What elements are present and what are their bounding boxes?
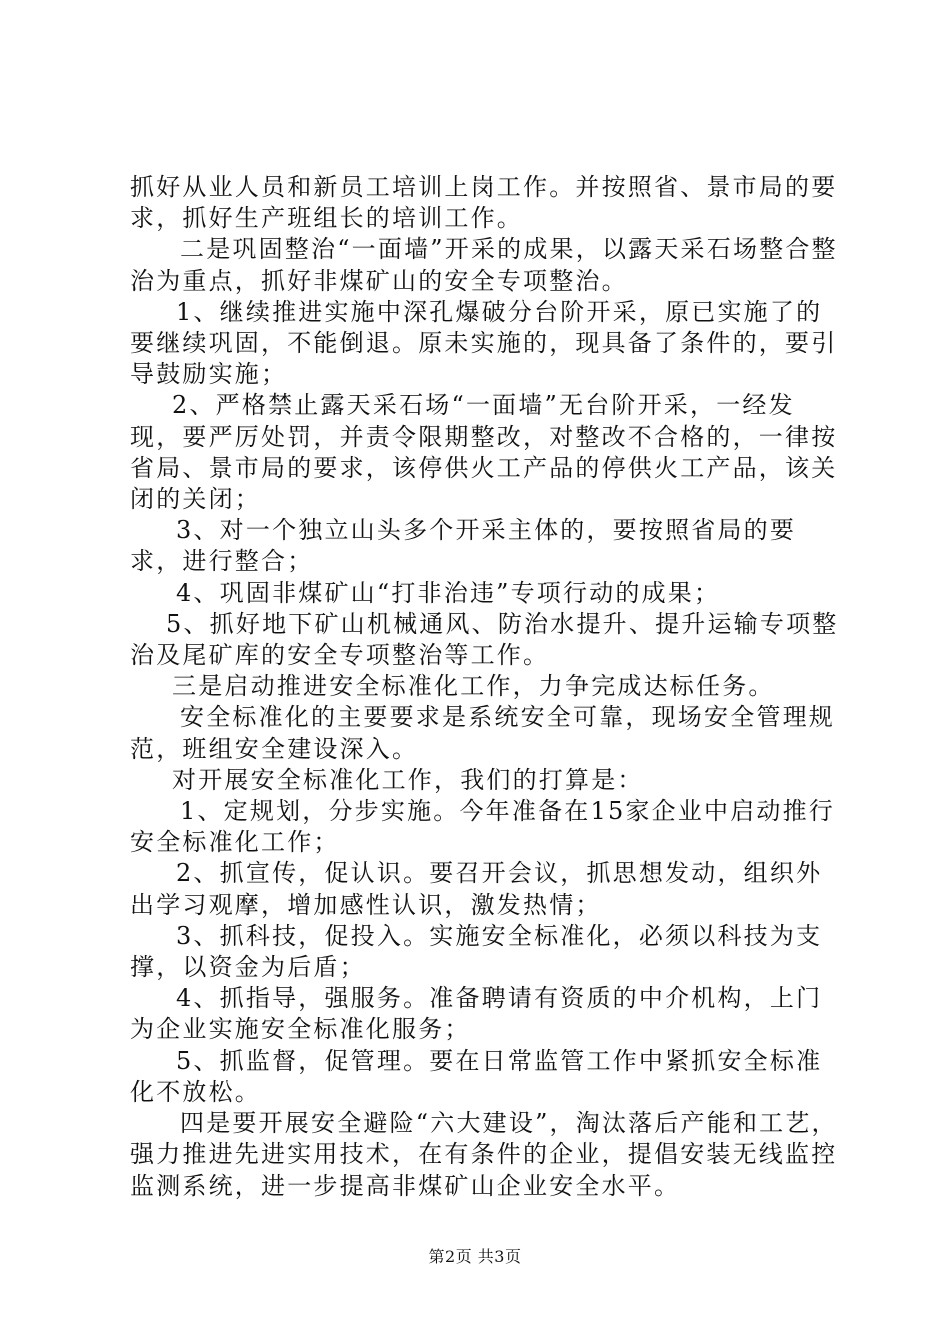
paragraph-point-four: 四是要开展安全避险“六大建设”，淘汰落后产能和工艺，强力推进先进实用技术，在有条件的企业，提倡安装无线监控监测系统，进一步提高非煤矿山企业安全水平。 <box>130 1109 838 1200</box>
paragraph-point-three-heading: 三是启动推进安全标准化工作，力争完成达标任务。 <box>172 672 775 701</box>
paragraph-item-5-ventilation: 5、抓好地下矿山机械通风、防治水提升、提升运输专项整治及尾矿库的安全专项整治等工作。 <box>130 609 839 670</box>
paragraph-item-1-blasting: 1、继续推进实施中深孔爆破分台阶开采，原已实施了的要继续巩固，不能倒退。原未实施的，现具备了条件的，要引导鼓励实施； <box>130 297 838 389</box>
paragraph-plan-intro: 对开展安全标准化工作，我们的打算是： <box>172 765 644 794</box>
paragraph-item-2-prohibit: 2、严格禁止露天采石场“一面墙”无台阶开采，一经发现，要严厉处罚，并责令限期整改，对整改不合格的，一律按省局、景市局的要求，该停供火工产品的停供火工产品，该关闭的关闭； <box>130 391 838 514</box>
paragraph-point-two-heading: 二是巩固整治“一面墙”开采的成果，以露天采石场整合整治为重点，抓好非煤矿山的安全专项整治。 <box>130 235 838 295</box>
paragraph-item-4-consolidate: 4、巩固非煤矿山“打非治违”专项行动的成果； <box>176 578 721 607</box>
paragraph-item-3-integrate: 3、对一个独立山头多个开采主体的，要按照省局的要求，进行整合； <box>130 516 797 576</box>
paragraph-plan-item-3: 3、抓科技，促投入。实施安全标准化，必须以科技为支撑，以资金为后盾； <box>130 921 823 982</box>
document-body <box>130 172 840 1202</box>
paragraph-plan-item-2: 2、抓宣传，促认识。要召开会议，抓思想发动，组织外出学习观摩，增加感性认识，激发热情； <box>130 859 823 919</box>
page-number-footer: 第2页 共3页 <box>428 1247 522 1266</box>
paragraph-plan-item-4: 4、抓指导，强服务。准备聘请有资质的中介机构，上门为企业实施安全标准化服务； <box>130 984 823 1044</box>
paragraph-standardization-requirements: 安全标准化的主要要求是系统安全可靠，现场安全管理规范，班组安全建设深入。 <box>130 703 835 763</box>
paragraph-plan-item-1: 1、定规划，分步实施。今年准备在15家企业中启动推行安全标准化工作； <box>130 797 836 857</box>
paragraph-continued-training: 抓好从业人员和新员工培训上岗工作。并按照省、景市局的要求，抓好生产班组长的培训工作。 <box>130 173 838 233</box>
paragraph-plan-item-5: 5、抓监督，促管理。要在日常监管工作中紧抓安全标准化不放松。 <box>130 1046 823 1106</box>
